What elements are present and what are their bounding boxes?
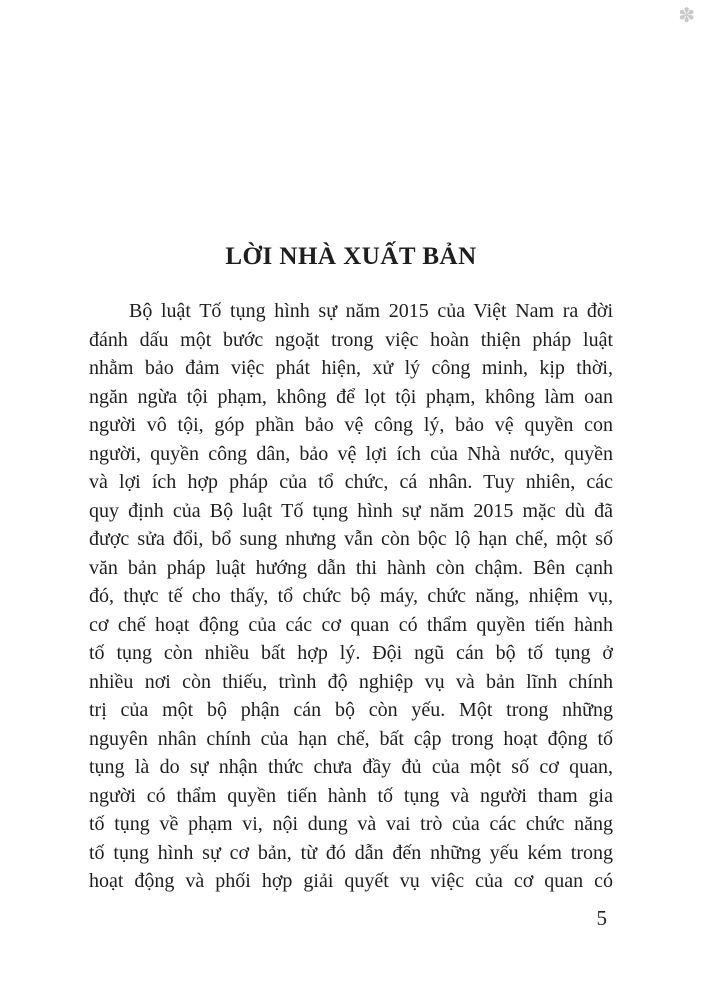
- page-title: LỜI NHÀ XUẤT BẢN: [225, 242, 477, 270]
- body-line: hoạt động và phối hợp giải quyết vụ việc của cơ quan có: [89, 870, 613, 892]
- body-line: được sửa đổi, bổ sung nhưng vẫn còn bộc lộ hạn chế, một số: [89, 528, 613, 550]
- body-line: người có thẩm quyền tiến hành tố tụng và người tham gia: [89, 784, 613, 807]
- body-line: văn bản pháp luật hướng dẫn thi hành còn chậm. Bên cạnh: [89, 556, 613, 579]
- body-line: quy định của Bộ luật Tố tụng hình sự năm 2015 mặc dù đã: [89, 499, 613, 522]
- body-line: nguyên nhân chính của hạn chế, bất cập trong hoạt động tố: [89, 727, 613, 750]
- body-line: ngăn ngừa tội phạm, không để lọt tội phạm, không làm oan: [89, 385, 613, 408]
- body-line: nhiều nơi còn thiếu, trình độ nghiệp vụ và bản lĩnh chính: [89, 670, 613, 693]
- body-line: tố tụng hình sự cơ bản, từ đó dẫn đến những yếu kém trong: [89, 841, 613, 864]
- body-line: đó, thực tế cho thấy, tổ chức bộ máy, chức năng, nhiệm vụ,: [89, 585, 613, 607]
- body-line: tố tụng về phạm vi, nội dung và vai trò của các chức năng: [89, 813, 613, 835]
- body-paragraph: [89, 297, 613, 896]
- body-line: tụng là do sự nhận thức chưa đầy đủ của một số cơ quan,: [89, 756, 613, 778]
- body-line: cơ chế hoạt động của các cơ quan có thẩm quyền tiến hành: [89, 613, 613, 636]
- page-number: 5: [596, 906, 607, 930]
- body-line: nhằm bảo đảm việc phát hiện, xử lý công minh, kịp thời,: [89, 357, 613, 379]
- body-line: trị của một bộ phận cán bộ còn yếu. Một trong những: [89, 699, 613, 721]
- body-line: đánh dấu một bước ngoặt trong việc hoàn thiện pháp luật: [89, 328, 613, 351]
- floral-ornament-icon: ✽: [678, 5, 695, 27]
- body-line: người vô tội, góp phần bảo vệ công lý, bảo vệ quyền con: [89, 414, 613, 436]
- body-line: người, quyền công dân, bảo vệ lợi ích của Nhà nước, quyền: [89, 442, 613, 465]
- body-line: tố tụng còn nhiều bất hợp lý. Đội ngũ cán bộ tố tụng ở: [89, 642, 613, 664]
- body-line: Bộ luật Tố tụng hình sự năm 2015 của Việt Nam ra đời: [129, 300, 613, 322]
- body-line: và lợi ích hợp pháp của tổ chức, cá nhân. Tuy nhiên, các: [89, 471, 613, 493]
